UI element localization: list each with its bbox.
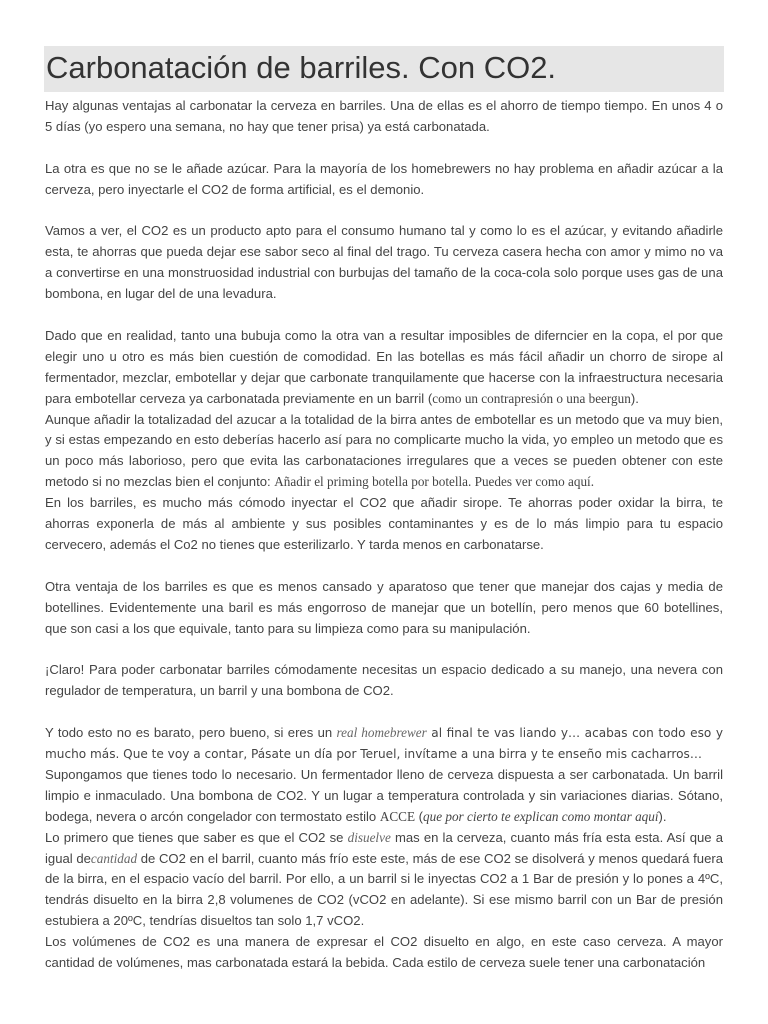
text-run: al final te vas liando y… acabas con todo eso y mucho más. Que te voy a contar, Pásate un día por Teruel, invítame a una birra y te enseño mis cacharros… <box>45 726 723 761</box>
paragraph-no-sugar: La otra es que no se le añade azúcar. Para la mayoría de los homebrewers no hay problema en añadir azúcar a la cerveza, pero inyectarle el CO2 de forma artificial, es el demonio. <box>45 160 723 197</box>
paragraph-not-cheap <box>45 723 723 765</box>
text-run: Supongamos que tienes todo lo necesario. Un fermentador lleno de cerveza dispuesta a ser carbonatada. Un barril limpio e inmaculado. Una bombona de CO2. Y un lugar a temperatura controlada y sin variaciones diarias. Sótano, bodega, nevera o arcón congelador con termostato estilo <box>45 766 723 824</box>
acce-howto-link[interactable]: que por cierto te explican como montar aquí <box>423 808 659 824</box>
text-run: de CO2 en el barril, cuanto más frío este este, más de ese CO2 se disolverá y menos quedará fuera de la birra, en el espacio vacío del barril. Por ello, a un barril si le inyectas CO2 a 1 Bar de presión y lo pones a 4ºC, tendrás disuelto en la birra 2,8 volumenes de CO2 (vCO2 en adelante). Si ese mismo barril con un Bar de presión estubiera a 20ºC, tendrías disueltos tan solo 1,7 vCO2. <box>45 850 723 929</box>
paragraph-gap <box>45 556 723 577</box>
paragraph-priming <box>45 410 723 494</box>
paragraph-gap <box>45 305 723 326</box>
text-run: ). <box>658 808 667 824</box>
paragraph-bubbles <box>45 326 723 410</box>
disuelve-emphasis: disuelve <box>347 829 391 845</box>
page-title: Carbonatación de barriles. Con CO2. <box>46 50 557 85</box>
paragraph-gap <box>45 201 723 222</box>
text-run: Y todo esto no es barato, pero bueno, si eres un <box>45 725 337 741</box>
real-homebrewer-emphasis: real homebrewer <box>336 725 427 741</box>
priming-link[interactable]: Añadir el priming botella por botella. Puedes ver como aquí. <box>274 474 594 490</box>
text-run: Aunque añadir la totalizadad del azucar a la totalidad de la birra antes de embotellar es un metodo que va muy bien, y si estas empezando en esto deberías hacerlo así para no complicarte mucho la vida, yo empleo un metodo que es un poco más laborioso, pero que evita las carbonataciones irregulares que a veces se pueden obtener con este metodo si no mezclas bien el conjunto: <box>45 411 723 490</box>
paragraph-advantages: Hay algunas ventajas al carbonatar la cerveza en barriles. Una de ellas es el ahorro de tiempo tiempo. En unos 4 o 5 días (yo espero una semana, no hay que tener prisa) ya está carbonatada. <box>45 98 723 134</box>
text-run: Lo primero que tienes que saber es que el CO2 se <box>45 829 348 845</box>
paragraph-gap <box>45 138 723 159</box>
text-run: ( <box>415 808 424 824</box>
paragraph-gap <box>45 640 723 661</box>
paragraph-less-tiring: Otra ventaja de los barriles es que es menos cansado y aparatoso que tener que manejar dos cajas y media de botellines. Evidentemente una baril es más engorroso de manejar que un botellín, pero menos que 60 botellines, que son casi a los que equivale, tanto para su limpieza como para su manipulación. <box>45 578 723 636</box>
paragraph-gap <box>45 702 723 723</box>
paragraph-requirements: ¡Claro! Para poder carbonatar barriles cómodamente necesitas un espacio dedicado a su manejo, una nevera con regulador de temperatura, un barril y una bombona de CO2. <box>45 662 723 699</box>
text-run: ). <box>630 390 639 406</box>
paragraph-suppose <box>45 765 723 828</box>
text-run: mas en la cerveza, cuanto más fría esta esta. Así que a igual de <box>45 829 724 866</box>
paragraph-dissolve <box>45 828 723 933</box>
acce-link[interactable]: ACCE <box>379 808 416 824</box>
contrapresion-link[interactable]: como un contrapresión o una beergun <box>432 390 631 406</box>
paragraph-barrels-easier: En los barriles, es mucho más cómodo inyectar el CO2 que añadir sirope. Te ahorras poder oxidar la birra, te ahorras exponerla de más al ambiente y sus posibles contaminantes y es de lo más limpio para tu espacio cervecero, además el Co2 no tienes que esterilizarlo. Y tarda menos en carbonatarse. <box>45 495 723 552</box>
cantidad-emphasis: cantidad <box>90 850 138 866</box>
text-run: Dado que en realidad, tanto una bubuja como la otra van a resultar imposibles de diferncier en la copa, el por que elegir uno u otro es más bien cuestión de comodidad. En las botellas es más fácil añadir un chorro de sirope al fermentador, mezclar, embotellar y dejar que carbonate tranquilamente que hacerse con la infraestructura necesaria para embotellar cerveza ya carbonatada previamente en un barril ( <box>45 327 723 406</box>
paragraph-volumes: Los volúmenes de CO2 es una manera de expresar el CO2 disuelto en algo, en este caso cerveza. A mayor cantidad de volúmenes, mas carbonatada estará la bebida. Cada estilo de cerveza suele tener una carbonatación <box>45 934 723 971</box>
paragraph-co2-safe: Vamos a ver, el CO2 es un producto apto para el consumo humano tal y como lo es el azúcar, y evitando añadirle esta, te ahorras que pueda dejar ese sabor seco al final del trago. Tu cerveza casera hecha con amor y mimo no va a convertirse en una monstruosidad industrial con burbujas del tamaño de la coca-cola solo porque uses gas de una bombona, en lugar del de una levadura. <box>45 223 723 302</box>
article-body <box>45 96 723 974</box>
